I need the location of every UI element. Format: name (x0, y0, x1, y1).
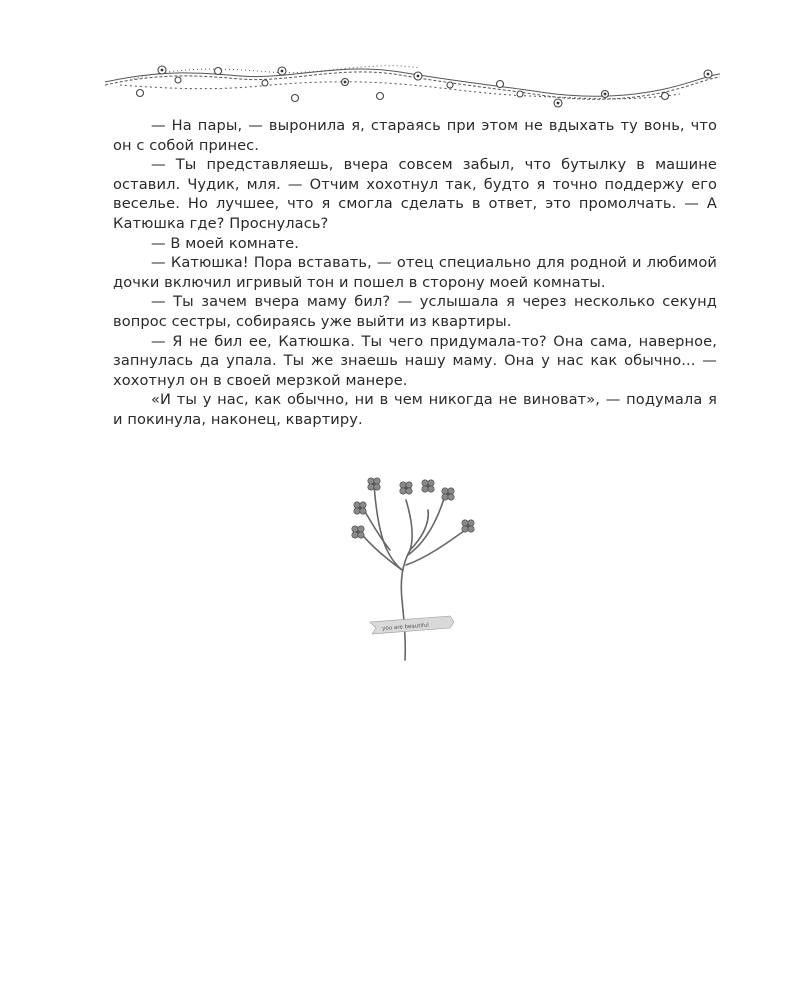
ribbon (370, 616, 454, 634)
paragraph: — В моей комнате. (151, 234, 299, 252)
story-text (113, 116, 717, 430)
paragraph: — На пары, — выронила я, стараясь при этом не вдыхать ту вонь, что он с собой принес. (113, 117, 717, 154)
paragraph: — Я не бил ее, Катюшка. Ты чего придумала-то? Она сама, наверное, запнулась да упала. Ты же знаешь нашу маму. Она у нас как обычно... — хохотнул он в своей мерзкой манере. (113, 332, 717, 389)
paragraph: — Катюшка! Пора вставать, — отец специально для родной и любимой дочки включил игривый тон и пошел в сторону моей комнаты. (113, 254, 717, 291)
paragraph: «И ты у нас, как обычно, ни в чем никогда не виноват», — подумала я и покинула, наконец, квартиру. (113, 391, 717, 428)
flower-sprig-icon (330, 470, 480, 665)
vine-divider-icon (100, 58, 726, 110)
ribbon-text: you are beautiful (381, 622, 430, 632)
paragraph: — Ты зачем вчера маму бил? — услышала я через несколько секунд вопрос сестры, собираясь уже выйти из квартиры. (113, 293, 717, 330)
paragraph: — Ты представляешь, вчера совсем забыл, что бутылку в машине оставил. Чудик, мля. — Отчим хохотнул так, будто я точно поддержу его веселье. Но лучшее, что я смогла сделать в ответ, это промолчать. — А Катюшка где? Проснулась? (113, 156, 717, 232)
